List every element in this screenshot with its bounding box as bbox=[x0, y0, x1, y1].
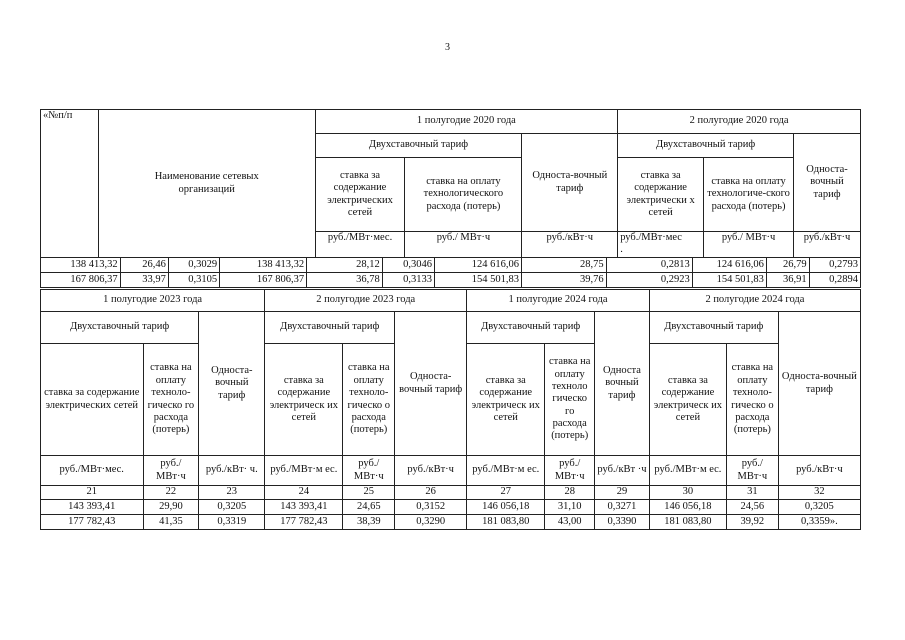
cell: 167 806,37 bbox=[41, 273, 121, 288]
unit-cell: руб./МВт·м ес. bbox=[467, 456, 545, 486]
column-number: 22 bbox=[143, 486, 199, 500]
table-row bbox=[41, 273, 861, 288]
losses-rate-header-b: ставка на оплату технологиче-ского расхода (потерь) bbox=[704, 158, 794, 232]
cell: 29,90 bbox=[143, 500, 199, 515]
unit-cell: руб./кВт· ч. bbox=[199, 456, 265, 486]
cell: 143 393,41 bbox=[41, 500, 144, 515]
cell: 36,91 bbox=[766, 273, 809, 288]
unit-mw-month: руб./МВт·мес. bbox=[315, 232, 405, 258]
cell: 0,2894 bbox=[809, 273, 860, 288]
tariff-data-rows-2020 bbox=[40, 257, 861, 288]
cell: 146 056,18 bbox=[649, 500, 726, 515]
period-h1-2023-header: 1 полугодие 2023 года bbox=[41, 290, 265, 312]
cell: 0,2813 bbox=[606, 258, 692, 273]
cell: 28,75 bbox=[521, 258, 606, 273]
single-rate-tariff-header: Односта-вочный тариф bbox=[522, 134, 618, 232]
column-number: 30 bbox=[649, 486, 726, 500]
unit-cell: руб./кВт ·ч bbox=[595, 456, 650, 486]
cell: 26,46 bbox=[120, 258, 168, 273]
cell: 26,79 bbox=[766, 258, 809, 273]
cell: 0,3133 bbox=[382, 273, 434, 288]
column-number: 29 bbox=[595, 486, 650, 500]
number-header: «№п/п bbox=[41, 110, 99, 258]
maintenance-rate-header: ставка за содержание электрических сетей bbox=[41, 344, 144, 456]
cell: 0,3046 bbox=[382, 258, 434, 273]
losses-rate-header: ставка на оплату технологического расхода (потерь) bbox=[405, 158, 522, 232]
unit-cell: руб./ МВт·ч bbox=[545, 456, 595, 486]
two-rate-tariff-header-b: Двухставочный тариф bbox=[618, 134, 794, 158]
two-rate-tariff-header: Двухставочный тариф bbox=[467, 312, 595, 344]
single-rate-tariff-header: Односта-вочный тариф bbox=[199, 312, 265, 456]
unit-kwh: руб./кВт·ч bbox=[522, 232, 618, 258]
tariff-table-2023-2024 bbox=[40, 289, 861, 530]
unit-mwh-b: руб./ МВт·ч bbox=[704, 232, 794, 258]
cell: 177 782,43 bbox=[41, 515, 144, 530]
units-row bbox=[41, 456, 861, 486]
column-number: 23 bbox=[199, 486, 265, 500]
maintenance-rate-header: ставка за содержание электрическ их сетей bbox=[265, 344, 343, 456]
unit-cell: руб./кВт·ч bbox=[395, 456, 467, 486]
cell: 154 501,83 bbox=[692, 273, 766, 288]
column-number: 28 bbox=[545, 486, 595, 500]
cell: 0,2923 bbox=[606, 273, 692, 288]
cell: 143 393,41 bbox=[265, 500, 343, 515]
unit-cell: руб./МВт·мес. bbox=[41, 456, 144, 486]
cell: 43,00 bbox=[545, 515, 595, 530]
cell: 181 083,80 bbox=[467, 515, 545, 530]
two-rate-tariff-header: Двухставочный тариф bbox=[315, 134, 522, 158]
cell: 0,2793 bbox=[809, 258, 860, 273]
cell: 124 616,06 bbox=[692, 258, 766, 273]
unit-cell: руб./кВт·ч bbox=[778, 456, 860, 486]
unit-kwh-b: руб./кВт·ч bbox=[794, 232, 861, 258]
cell: 24,56 bbox=[726, 500, 778, 515]
losses-rate-header: ставка на оплату техноло-гическо о расхода (потерь) bbox=[343, 344, 395, 456]
cell: 39,92 bbox=[726, 515, 778, 530]
cell: 167 806,37 bbox=[220, 273, 307, 288]
cell: 36,78 bbox=[307, 273, 383, 288]
period-h2-2020-header: 2 полугодие 2020 года bbox=[618, 110, 861, 134]
column-number: 31 bbox=[726, 486, 778, 500]
single-rate-tariff-header: Односта-вочный тариф bbox=[778, 312, 860, 456]
unit-cell: руб./ МВт·ч bbox=[343, 456, 395, 486]
unit-mw-month-b: руб./МВт·мес . bbox=[618, 232, 704, 258]
cell: 0,3290 bbox=[395, 515, 467, 530]
table-row bbox=[41, 258, 861, 273]
column-number: 25 bbox=[343, 486, 395, 500]
column-number: 21 bbox=[41, 486, 144, 500]
losses-rate-header: ставка на оплату техноло гическо го расхода (потерь) bbox=[545, 344, 595, 456]
column-number: 24 bbox=[265, 486, 343, 500]
organization-name-header: Наименование сетевых организаций bbox=[98, 110, 315, 258]
cell: 0,3319 bbox=[199, 515, 265, 530]
cell: 33,97 bbox=[120, 273, 168, 288]
maintenance-rate-header: ставка за содержание электрическ их сетей bbox=[649, 344, 726, 456]
cell: 41,35 bbox=[143, 515, 199, 530]
cell: 28,12 bbox=[307, 258, 383, 273]
column-number: 27 bbox=[467, 486, 545, 500]
period-h2-2023-header: 2 полугодие 2023 года bbox=[265, 290, 467, 312]
maintenance-rate-header-b: ставка за содержание электрически х сетей bbox=[618, 158, 704, 232]
period-h1-2020-header: 1 полугодие 2020 года bbox=[315, 110, 618, 134]
period-h2-2024-header: 2 полугодие 2024 года bbox=[649, 290, 860, 312]
two-rate-tariff-header: Двухставочный тариф bbox=[649, 312, 778, 344]
cell: 0,3205 bbox=[199, 500, 265, 515]
cell: 138 413,32 bbox=[220, 258, 307, 273]
period-h1-2024-header: 1 полугодие 2024 года bbox=[467, 290, 650, 312]
maintenance-rate-header: ставка за содержание электрическ их сетей bbox=[467, 344, 545, 456]
unit-mwh: руб./ МВт·ч bbox=[405, 232, 522, 258]
losses-rate-header: ставка на оплату техноло-гическо о расхода (потерь) bbox=[726, 344, 778, 456]
losses-rate-header: ставка на оплату техноло-гическо го расхода (потерь) bbox=[143, 344, 199, 456]
cell: 0,3271 bbox=[595, 500, 650, 515]
cell: 39,76 bbox=[521, 273, 606, 288]
single-rate-tariff-header: Односта-вочный тариф bbox=[395, 312, 467, 456]
single-rate-tariff-header-b: Односта-вочный тариф bbox=[794, 134, 861, 232]
unit-cell: руб./МВт·м ес. bbox=[265, 456, 343, 486]
cell: 0,3205 bbox=[778, 500, 860, 515]
unit-cell: руб./МВт·м ес. bbox=[649, 456, 726, 486]
table-row bbox=[41, 500, 861, 515]
unit-cell: руб./ МВт·ч bbox=[726, 456, 778, 486]
cell: 0,3152 bbox=[395, 500, 467, 515]
column-numbers-row bbox=[41, 486, 861, 500]
unit-cell: руб./ МВт·ч bbox=[143, 456, 199, 486]
cell: 24,65 bbox=[343, 500, 395, 515]
cell: 0,3029 bbox=[168, 258, 219, 273]
cell: 138 413,32 bbox=[41, 258, 121, 273]
two-rate-tariff-header: Двухставочный тариф bbox=[265, 312, 395, 344]
two-rate-tariff-header: Двухставочный тариф bbox=[41, 312, 199, 344]
cell: 154 501,83 bbox=[434, 273, 521, 288]
table-row bbox=[41, 515, 861, 530]
cell: 31,10 bbox=[545, 500, 595, 515]
cell: 177 782,43 bbox=[265, 515, 343, 530]
cell: 0,3390 bbox=[595, 515, 650, 530]
single-rate-tariff-header: Односта вочный тариф bbox=[595, 312, 650, 456]
cell: 0,3105 bbox=[168, 273, 219, 288]
page-number: 3 bbox=[445, 42, 450, 53]
column-number: 32 bbox=[778, 486, 860, 500]
cell: 124 616,06 bbox=[434, 258, 521, 273]
maintenance-rate-header: ставка за содержание электрических сетей bbox=[315, 158, 405, 232]
cell: 146 056,18 bbox=[467, 500, 545, 515]
tariff-table-2020-header bbox=[40, 109, 861, 258]
column-number: 26 bbox=[395, 486, 467, 500]
cell: 0,3359». bbox=[778, 515, 860, 530]
cell: 38,39 bbox=[343, 515, 395, 530]
cell: 181 083,80 bbox=[649, 515, 726, 530]
